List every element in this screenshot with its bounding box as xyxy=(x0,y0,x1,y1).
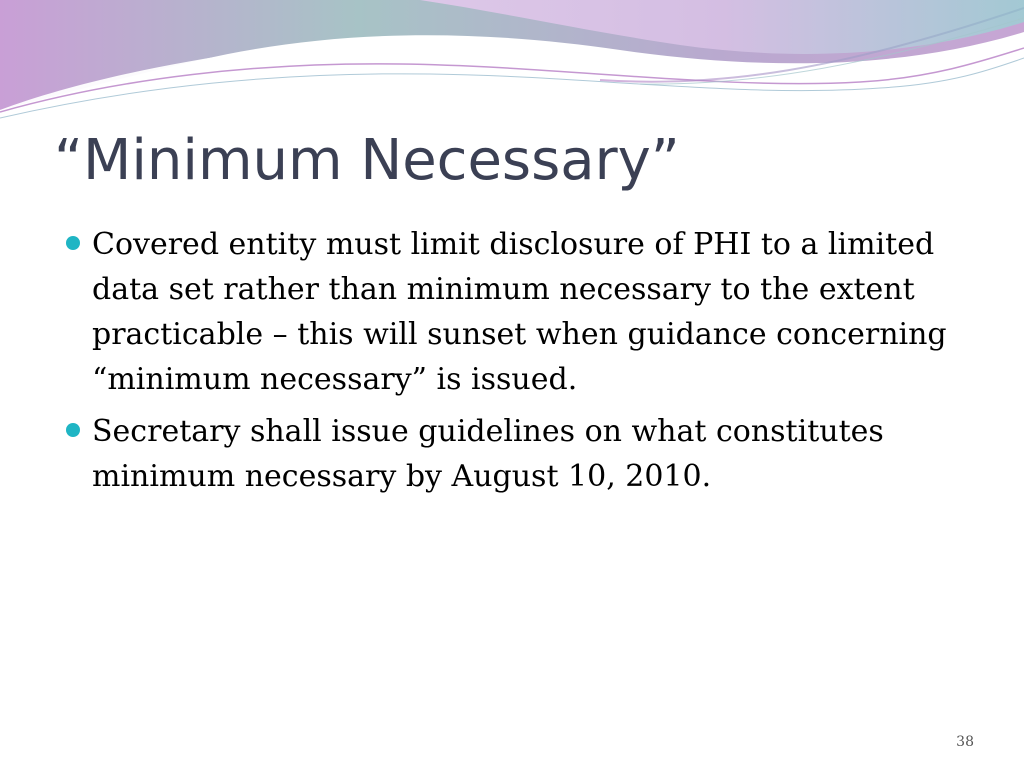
bullet-text: Secretary shall issue guidelines on what constitutes minimum necessary by August 10, 2010. xyxy=(92,414,884,494)
bullet-text: Covered entity must limit disclosure of PHI to a limited data set rather than minimum necessary to the extent practicable – this will sunset when guidance concerning “minimum necessary” is issued. xyxy=(92,227,947,397)
page-number: 38 xyxy=(956,734,974,750)
bullet-list xyxy=(64,222,964,506)
bullet-item xyxy=(64,409,964,499)
bullet-dot-icon xyxy=(66,423,80,437)
slide-title: “Minimum Necessary” xyxy=(54,128,680,193)
bullet-item xyxy=(64,222,964,402)
bullet-dot-icon xyxy=(66,236,80,250)
decorative-wave-header xyxy=(0,0,1024,130)
